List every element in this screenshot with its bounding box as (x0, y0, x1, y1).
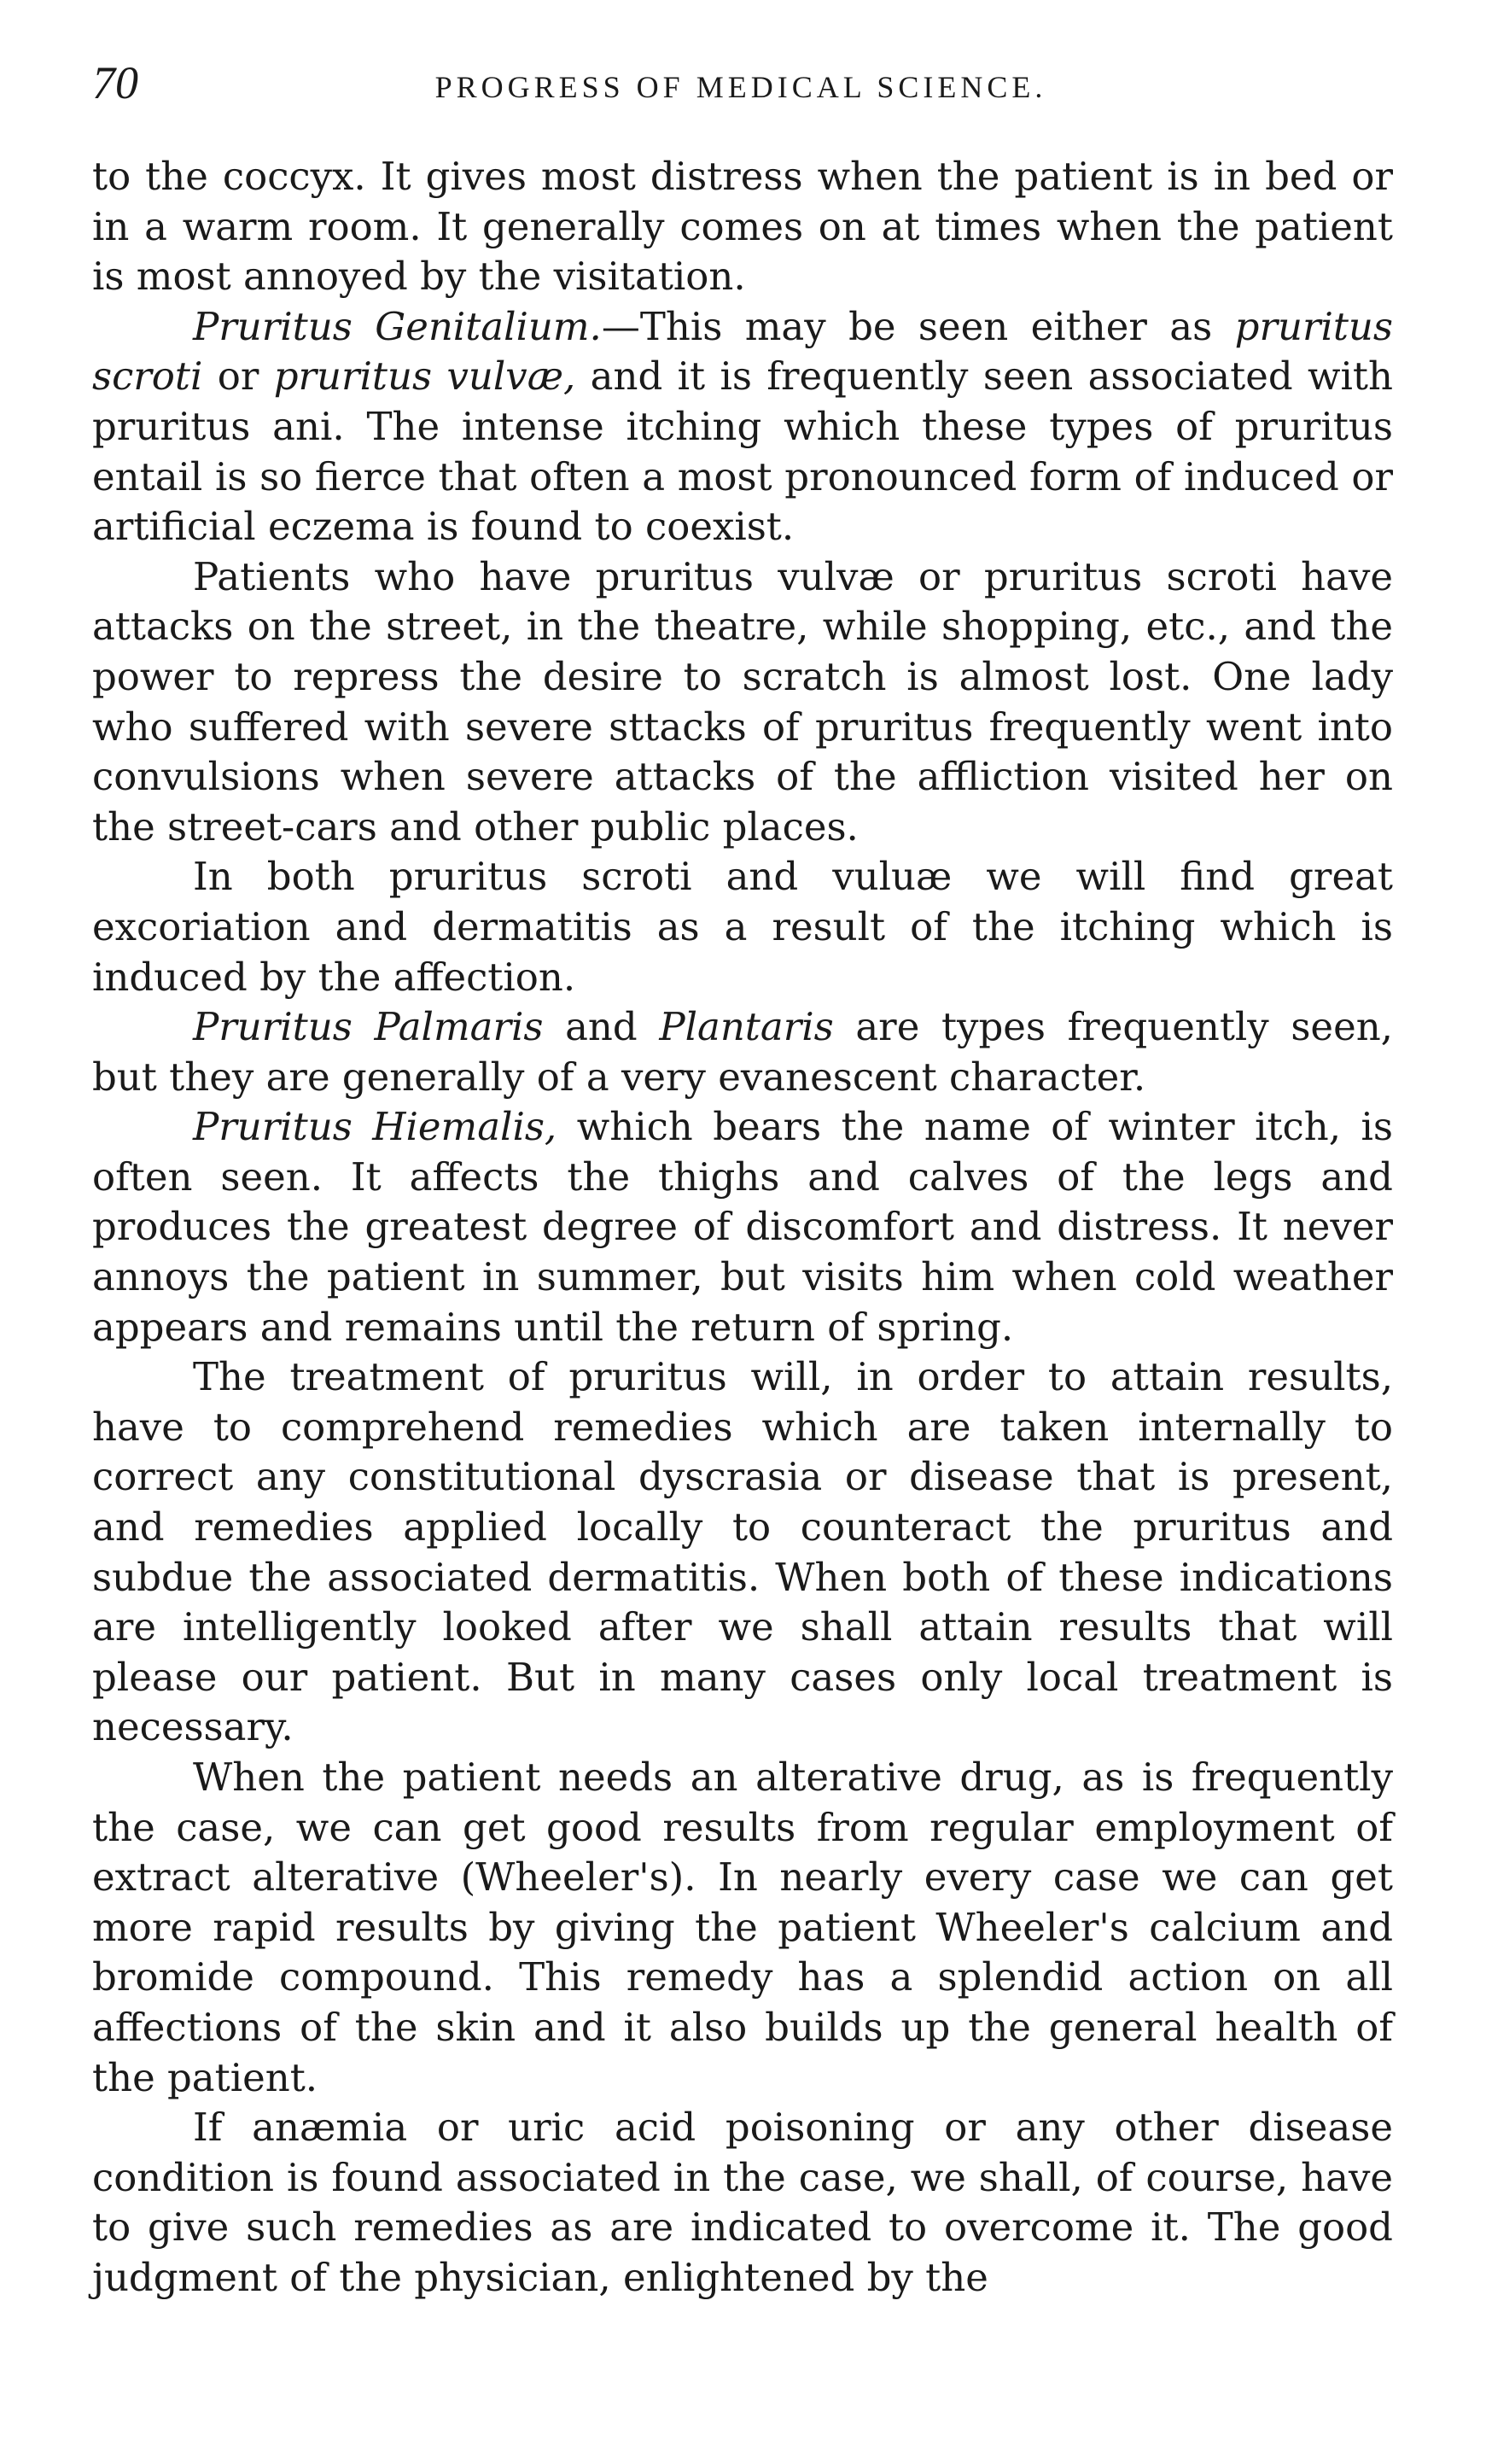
text-run: are types frequently seen, but they are generally of a very evanescent character. (92, 1004, 1393, 1100)
page-header (92, 53, 1390, 121)
text-run: to the coccyx. It gives most distress when the patient is in bed or in a warm room. It generally comes on at times when the patient is most annoyed by the visitation. (92, 154, 1393, 300)
text-run: —This may be seen either as (601, 303, 1235, 349)
text-run: and (543, 1004, 660, 1050)
paragraph (92, 2103, 1393, 2303)
paragraph (92, 852, 1393, 1002)
text-run: and it is frequently seen associated with pruritus ani. The intense itching which these types of pruritus entail is so fierce that often a most pronounced form of induced or artificial eczema is found to coexist. (92, 353, 1393, 550)
paragraph (92, 1352, 1393, 1753)
paragraph (92, 1002, 1393, 1102)
text-run: When the patient needs an alterative drug, as is frequently the case, we can get good results from regular employment of extract alterative (Wheeler's). In nearly every case we can get more rapid results by giving the patient Wheeler's calcium and bromide compound. This remedy has a splendid action on all affections of the skin and it also builds up the general health of the patient. (92, 1755, 1393, 2100)
italic-term: Pruritus Genitalium. (193, 303, 602, 349)
italic-term: pruritus scroti (92, 303, 1394, 400)
italic-term: Pruritus Hiemalis, (193, 1104, 557, 1150)
italic-term: Pruritus Palmaris (193, 1004, 544, 1050)
italic-term: Plantaris (659, 1004, 834, 1050)
text-run: Patients who have pruritus vulvæ or pruritus scroti have attacks on the street, in the theatre, while shopping, etc., and the power to repress the desire to scratch is almost lost. One lady who suffered with severe sttacks of pruritus frequently went into convulsions when severe attacks of the affliction visited her on the street-cars and other public places. (92, 553, 1393, 850)
italic-term: pruritus vulvæ, (273, 353, 576, 400)
text-run: or (202, 353, 274, 400)
text-run: If anæmia or uric acid poisoning or any other disease condition is found associated in the case, we shall, of course, have to give such remedies as are indicated to overcome it. The good judgment of the physician, enlightened by the (92, 2105, 1393, 2300)
text-run: In both pruritus scroti and vuluæ we will find great excoriation and dermatitis as a result of the itching which is induced by the affection. (92, 854, 1393, 1000)
paragraph (92, 1102, 1393, 1352)
text-run: The treatment of pruritus will, in order to attain results, have to comprehend remedies which are taken internally to correct any constitutional dyscrasia or disease that is present, and remedies applied locally to counteract the pruritus and subdue the associated dermatitis. When both of these indications are intelligently looked after we shall attain results that will please our patient. But in many cases only local treatment is necessary. (92, 1354, 1393, 1750)
paragraph (92, 302, 1393, 552)
page-number: 70 (92, 57, 138, 108)
text-run: which bears the name of winter itch, is often seen. It affects the thighs and calves of the legs and produces the greatest degree of discomfort and distress. It never annoys the patient in summer, but visits him when cold weather appears and remains until the return of spring. (92, 1104, 1393, 1350)
paragraph (92, 552, 1393, 853)
running-title: PROGRESS OF MEDICAL SCIENCE. (434, 70, 1047, 104)
body-text (92, 152, 1393, 2303)
paragraph (92, 152, 1393, 302)
paragraph (92, 1753, 1393, 2103)
